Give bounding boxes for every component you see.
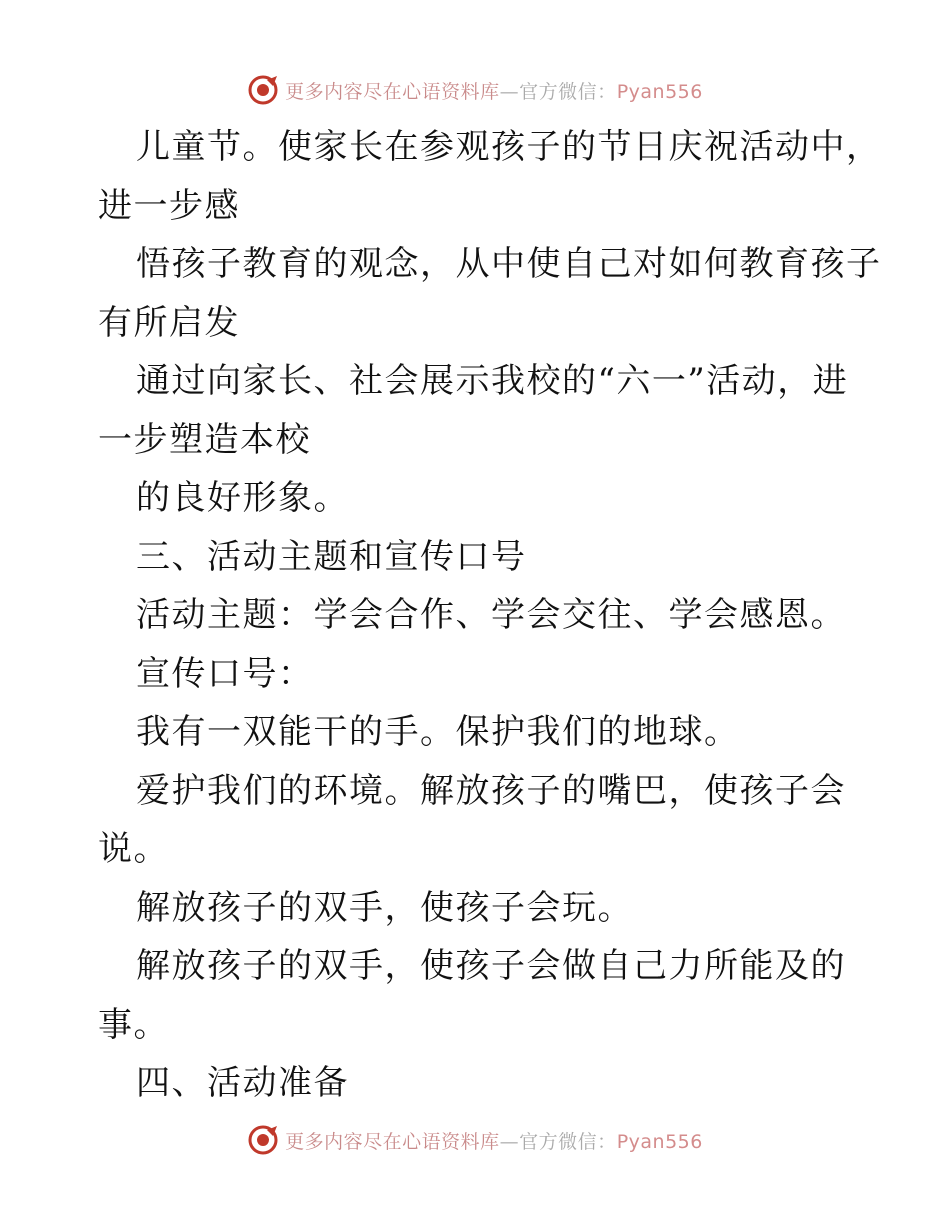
text-line: 进一步感 (98, 185, 240, 226)
text-line: 解放孩子的双手，使孩子会做自己力所能及的 (136, 946, 846, 986)
text-line: 解放孩子的双手，使孩子会玩。 (136, 887, 633, 928)
text-line: 事。 (98, 1004, 169, 1045)
watermark-brand: 更多内容尽在心语资料库 (285, 1130, 500, 1153)
text-line: 活动主题：学会合作、学会交往、学会感恩。 (136, 595, 846, 635)
footer-watermark (0, 1120, 950, 1160)
text-line: 一步塑造本校 (98, 419, 311, 460)
watermark-wechat-id: Pyan556 (616, 1130, 703, 1153)
watermark-wechat-label: 官方微信： (519, 1130, 617, 1153)
text-line: 儿童节。使家长在参观孩子的节日庆祝活动中， (136, 127, 882, 167)
text-line: 我有一双能干的手。保护我们的地球。 (136, 712, 740, 752)
header-watermark (0, 70, 950, 110)
watermark-wechat-id: Pyan556 (616, 80, 703, 103)
text-line: 说。 (98, 829, 169, 869)
text-line: 悟孩子教育的观念，从中使自己对如何教育孩子 (136, 244, 882, 284)
document-body (98, 118, 882, 1113)
text-line: 爱护我们的环境。解放孩子的嘴巴，使孩子会 (136, 770, 846, 811)
watermark-text (285, 1127, 703, 1154)
text-line: 通过向家长、社会展示我校的“六一”活动，进 (136, 361, 849, 401)
section-heading: 三、活动主题和宣传口号 (136, 536, 527, 577)
watermark-text (285, 77, 703, 104)
pen-logo-icon (247, 74, 279, 106)
watermark-dash: — (499, 1130, 520, 1153)
watermark-brand: 更多内容尽在心语资料库 (285, 80, 500, 103)
text-line: 有所启发 (98, 302, 240, 343)
text-line: 宣传口号： (136, 653, 314, 694)
watermark-dash: — (499, 80, 520, 103)
section-heading: 四、活动准备 (136, 1063, 349, 1103)
pen-logo-icon (247, 1124, 279, 1156)
watermark-wechat-label: 官方微信： (519, 80, 617, 103)
text-line: 的良好形象。 (136, 478, 349, 518)
